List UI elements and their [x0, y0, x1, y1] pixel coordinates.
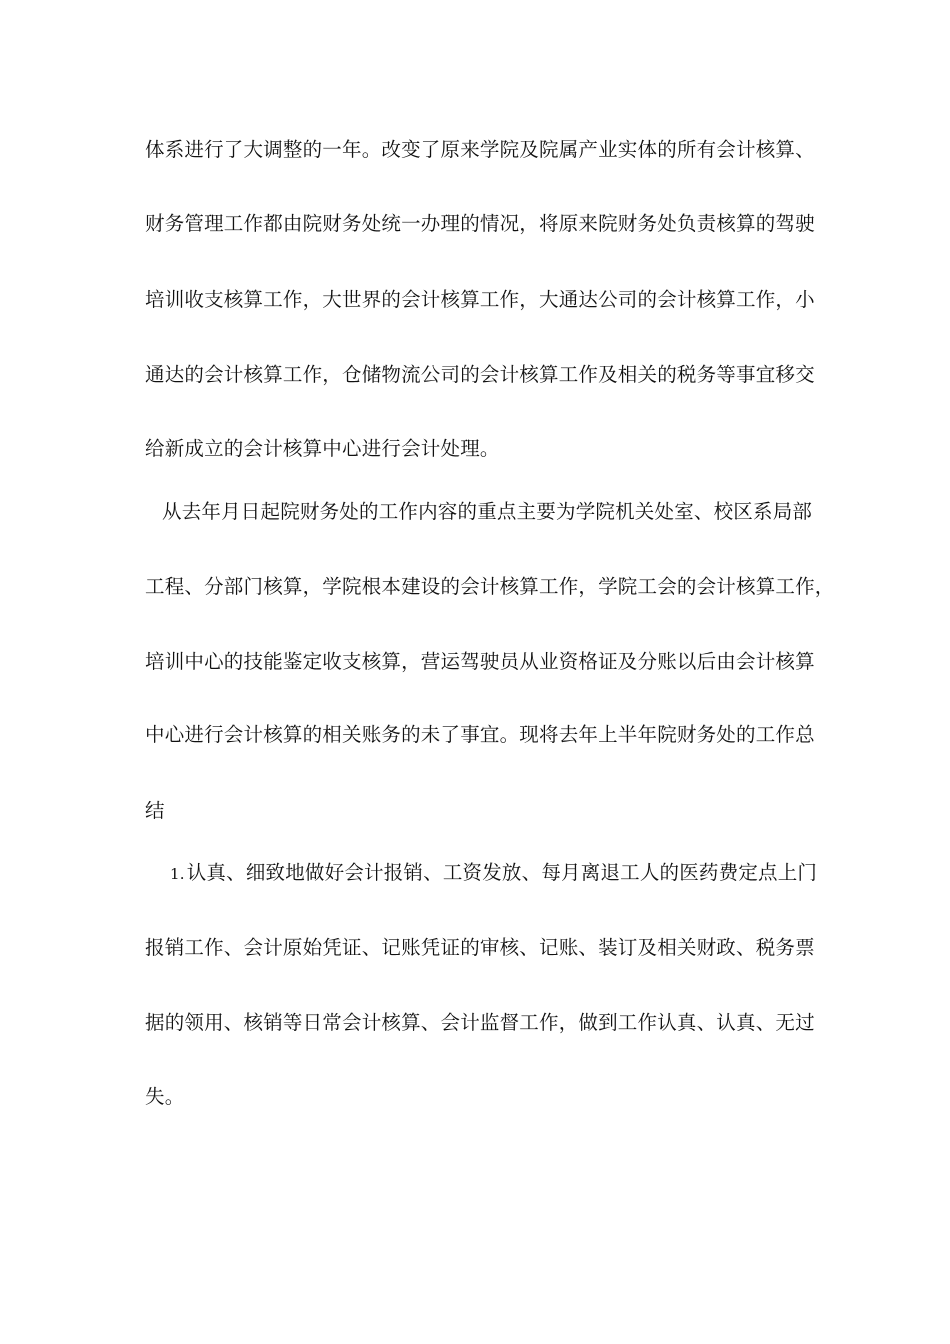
paragraph-line: 给新成立的会计核算中心进行会计处理。 — [145, 437, 500, 460]
list-item-text: 认真、细致地做好会计报销、工资发放、每月离退工人的医药费定点上门 — [186, 861, 818, 884]
list-item-line: 报销工作、会计原始凭证、记账凭证的审核、记账、装订及相关财政、税务票 — [145, 936, 815, 959]
list-number: 1. — [170, 865, 185, 883]
list-item-line: 失。 — [145, 1085, 185, 1108]
paragraph-line: 培训中心的技能鉴定收支核算，营运驾驶员从业资格证及分账以后由会计核算 — [145, 650, 815, 673]
paragraph-line: 中心进行会计核算的相关账务的未了事宜。现将去年上半年院财务处的工作总 — [145, 723, 815, 746]
paragraph-line: 体系进行了大调整的一年。改变了原来学院及院属产业实体的所有会计核算、 — [145, 138, 815, 161]
paragraph-line: 结 — [145, 799, 165, 822]
list-item-line: 据的领用、核销等日常会计核算、会计监督工作，做到工作认真、认真、无过 — [145, 1011, 815, 1034]
paragraph-line: 工程、分部门核算，学院根本建设的会计核算工作，学院工会的会计核算工作， — [145, 575, 835, 598]
paragraph-line: 从去年月日起院财务处的工作内容的重点主要为学院机关处室、校区系局部 — [162, 500, 813, 523]
paragraph-line: 培训收支核算工作，大世界的会计核算工作，大通达公司的会计核算工作，小 — [145, 288, 815, 311]
list-item-line — [170, 860, 850, 887]
paragraph-line: 通达的会计核算工作，仓储物流公司的会计核算工作及相关的税务等事宜移交 — [145, 363, 815, 386]
paragraph-line: 财务管理工作都由院财务处统一办理的情况，将原来院财务处负责核算的驾驶 — [145, 212, 815, 235]
